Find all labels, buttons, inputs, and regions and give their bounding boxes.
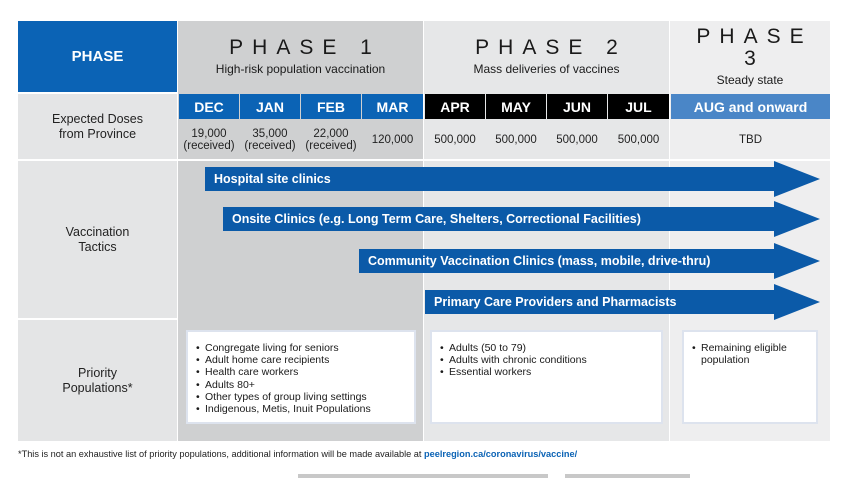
dose-dec — [179, 122, 239, 158]
phase1-header — [178, 21, 423, 92]
dose-apr — [425, 122, 485, 158]
dose-value: 500,000 — [434, 133, 476, 146]
month-label: JUN — [562, 98, 591, 115]
dose-value: 120,000 — [371, 133, 414, 146]
month-aug-onward — [671, 94, 830, 119]
list-item: • Congregate living for seniors — [196, 342, 414, 354]
phase-header-label — [18, 21, 177, 92]
month-mar — [362, 94, 423, 119]
priority-row-label — [18, 320, 177, 441]
phase3-subtitle: Steady state — [716, 73, 784, 87]
dose-value: 500,000 — [617, 133, 660, 146]
arrow-head-icon — [774, 243, 820, 279]
dose-value: 22,000 — [313, 127, 349, 140]
month-jan — [240, 94, 300, 119]
dose-note: (received) — [183, 140, 235, 152]
tactic-arrow-community — [359, 243, 820, 279]
dose-jul — [608, 122, 669, 158]
footnote — [18, 449, 838, 459]
priority-list-phase1 — [188, 332, 414, 415]
phase2-subtitle: Mass deliveries of vaccines — [473, 62, 620, 76]
arrow-head-icon — [774, 284, 820, 320]
month-label: APR — [440, 98, 470, 115]
tactic-label: Hospital site clinics — [214, 172, 331, 186]
dose-value: 500,000 — [556, 133, 598, 146]
priority-box-phase2 — [430, 330, 663, 424]
dose-feb — [301, 122, 361, 158]
priority-box-phase3 — [682, 330, 818, 424]
month-jul — [608, 94, 669, 119]
list-item: • Remaining eligible population — [692, 342, 802, 366]
tactic-arrow-onsite — [223, 201, 820, 237]
dose-jan — [240, 122, 300, 158]
month-feb — [301, 94, 361, 119]
month-dec — [179, 94, 239, 119]
footnote-text: *This is not an exhaustive list of priority populations, additional information will be made available at — [18, 449, 424, 459]
dose-aug-onward — [671, 122, 830, 158]
month-apr — [425, 94, 485, 119]
horizontal-scrollbar[interactable] — [298, 474, 548, 478]
priority-list-phase3 — [684, 332, 816, 366]
dose-jun — [547, 122, 607, 158]
tactic-label: Community Vaccination Clinics (mass, mobile, drive-thru) — [368, 254, 711, 268]
tactic-label: Onsite Clinics (e.g. Long Term Care, Shelters, Correctional Facilities) — [232, 212, 641, 226]
tactic-label: Primary Care Providers and Pharmacists — [434, 295, 677, 309]
list-item: • Health care workers — [196, 366, 414, 378]
dose-value: TBD — [739, 133, 762, 146]
month-label: DEC — [194, 98, 224, 115]
list-item: • Adult home care recipients — [196, 354, 414, 366]
list-item: • Other types of group living settings — [196, 391, 414, 403]
phase-header-text: PHASE — [71, 48, 124, 65]
priority-box-phase1 — [186, 330, 416, 424]
list-item: • Adults (50 to 79) — [440, 342, 661, 354]
dose-note: (received) — [305, 140, 357, 152]
doses-label-text: Expected Doses from Province — [51, 111, 144, 141]
month-label: JUL — [625, 98, 652, 115]
tactics-label-text: Vaccination Tactics — [65, 224, 130, 254]
phase3-title: PHASE 3 — [696, 25, 813, 70]
phase3-header — [670, 21, 830, 92]
month-label: FEB — [317, 98, 345, 115]
phase1-title: PHASE 1 — [229, 36, 381, 59]
month-jun — [547, 94, 607, 119]
list-item: • Adults 80+ — [196, 379, 414, 391]
priority-list-phase2 — [432, 332, 661, 379]
month-label: JAN — [255, 98, 284, 115]
month-label: MAY — [501, 98, 531, 115]
phase1-subtitle: High-risk population vaccination — [215, 62, 386, 76]
priority-label-text: Priority Populations* — [62, 365, 133, 395]
doses-row-label — [18, 94, 177, 159]
tactic-arrow-hospital — [205, 161, 820, 197]
list-item: • Indigenous, Metis, Inuit Populations — [196, 403, 414, 415]
dose-mar — [362, 122, 423, 158]
tactic-arrow-primary-care — [425, 284, 820, 320]
phase2-title: PHASE 2 — [475, 36, 627, 59]
dose-may — [486, 122, 546, 158]
phase2-header — [424, 21, 669, 92]
dose-note: (received) — [244, 140, 296, 152]
month-label: MAR — [376, 98, 409, 115]
arrow-head-icon — [774, 161, 820, 197]
list-item: • Adults with chronic conditions — [440, 354, 661, 366]
dose-value: 19,000 — [191, 127, 227, 140]
list-item: • Essential workers — [440, 366, 661, 378]
arrow-head-icon — [774, 201, 820, 237]
month-label: AUG and onward — [693, 98, 808, 115]
horizontal-scrollbar-secondary[interactable] — [565, 474, 690, 478]
footnote-link[interactable]: peelregion.ca/coronavirus/vaccine/ — [424, 449, 578, 459]
dose-value: 35,000 — [252, 127, 288, 140]
tactics-row-label — [18, 161, 177, 318]
dose-value: 500,000 — [495, 133, 537, 146]
month-may — [486, 94, 546, 119]
